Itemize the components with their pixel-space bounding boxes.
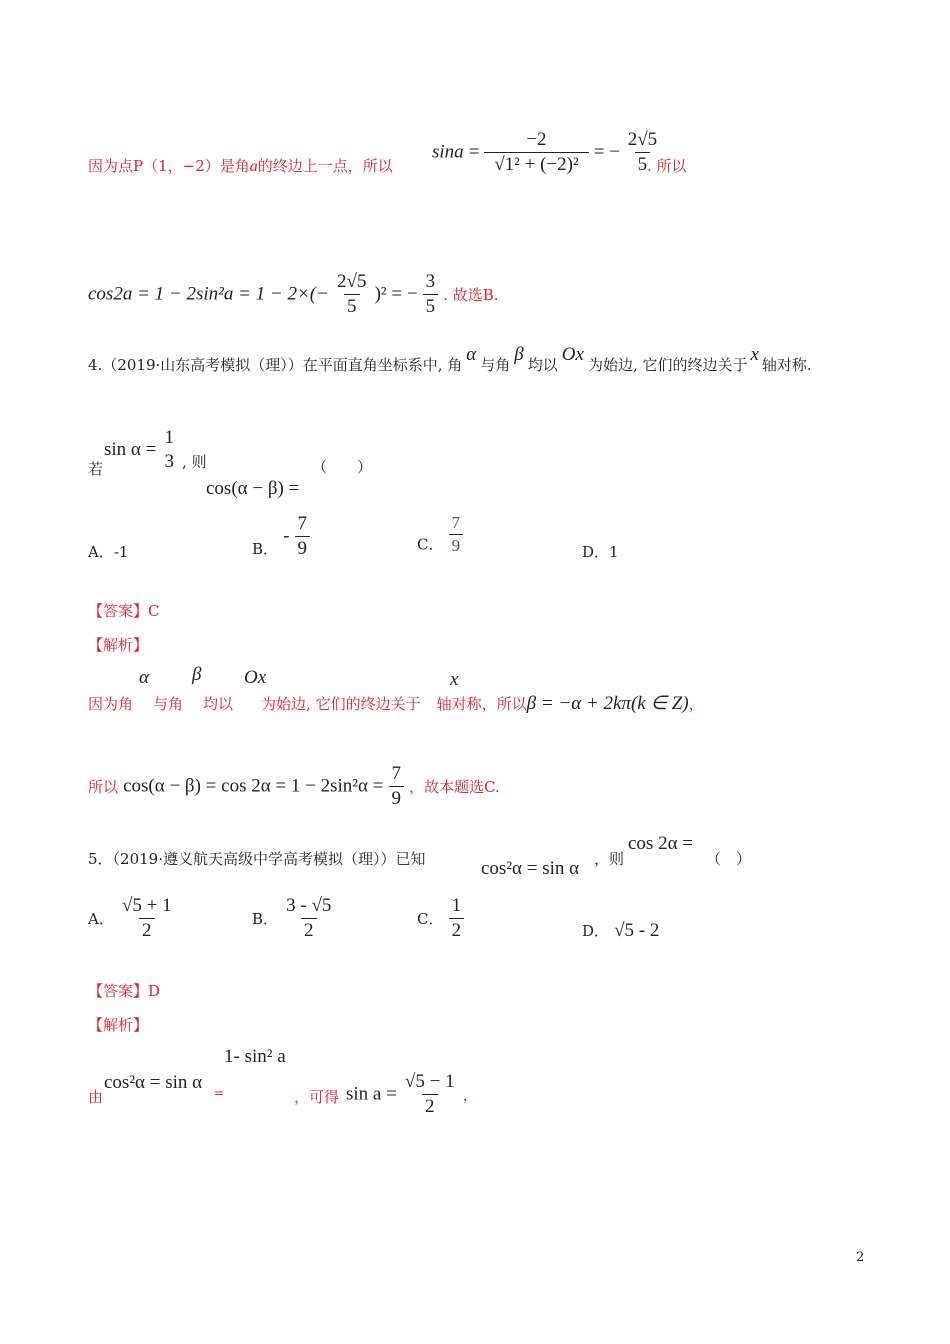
q5-sol-a: 由	[88, 1088, 104, 1106]
q4-sin-condition: sin α = 1 3 , 则	[104, 427, 207, 472]
q4-cos-expr: cos(α − β) =	[206, 478, 300, 499]
q4-paren: （ ）	[312, 458, 373, 476]
q5-paren: （ ）	[706, 850, 752, 868]
q5-sol-condition: cos²α = sin α	[104, 1072, 203, 1093]
q4-option-d: D．1	[582, 543, 619, 561]
q4-stem: 4.（2019·山东高考模拟（理））在平面直角坐标系中, 角 α 与角 β 均以 Ox 为始边, 它们的终边关于 x 轴对称.	[88, 344, 812, 374]
q3-sina-formula: sina = $\frac{-2}{\text{√1² + (−2)²}}$ = − $\frac{2√5}{5}$	[432, 129, 658, 175]
q4-if: 若	[88, 460, 104, 478]
q5-stem-b: ，则	[594, 850, 625, 868]
q5-target: cos 2α =	[628, 833, 693, 854]
q3-sol-text: 因为点P（1，−2）是角	[88, 157, 250, 175]
q4-analysis-heading: 【解析】	[88, 636, 149, 654]
q4-option-b: B． - $\frac{7}{9}$	[252, 514, 310, 559]
q4-solution-line2: 所以 cos(α − β) = cos 2α = 1 − 2sin²α = $\frac{7}{9}$ ，故本题选C.	[88, 763, 500, 809]
q5-sol-b: ，可得	[294, 1088, 340, 1106]
q5-option-b: B． $\frac{3 - √5}{2}$	[252, 895, 332, 941]
q3-solution-line1: 因为点P（1，−2）是角a的终边上一点，所以	[88, 157, 393, 175]
q4-option-a: A．-1	[88, 543, 129, 561]
q4-sol-alpha: α	[139, 667, 149, 688]
q5-sol-sin: sin a = $\frac{√5 - 1}{2}$ ，	[346, 1071, 478, 1117]
q3-cos2a-formula: cos2a = 1 − 2sin²a = 1 − 2×(− $\frac{2√5}{5}$ )² = − $\frac{3}{5}$ . 故选B.	[88, 271, 499, 317]
q5-option-a: A． $\frac{√5 + 1}{2}$	[88, 895, 172, 941]
page-number: 2	[856, 1250, 865, 1265]
q5-stem-a: 5．（2019·遵义航天高级中学高考模拟（理））已知	[88, 850, 426, 868]
q3-sol-tail: . 所以	[647, 157, 687, 175]
q4-solution-line1: 因为角 与角 均以 为始边, 它们的终边关于 轴对称，所以β = −α + 2kπ(k ∈ Z)，	[88, 693, 704, 714]
q4-option-c: C． $\frac{7}{9}$	[417, 514, 463, 555]
q4-sol-ox: Ox	[244, 667, 267, 688]
q4-sol-beta: β	[192, 664, 202, 685]
q5-analysis-heading: 【解析】	[88, 1016, 149, 1034]
q5-condition: cos²α = sin α	[481, 858, 580, 879]
q5-option-d: D． √5 - 2	[582, 920, 660, 941]
q5-sol-float: 1- sin² a	[224, 1046, 286, 1067]
q4-answer: 【答案】C	[88, 602, 160, 620]
q5-option-c: C． $\frac{1}{2}$	[417, 896, 464, 941]
q5-answer: 【答案】D	[88, 982, 161, 1000]
q5-sol-eq: =	[214, 1086, 225, 1100]
q4-sol-x: x	[450, 669, 459, 690]
